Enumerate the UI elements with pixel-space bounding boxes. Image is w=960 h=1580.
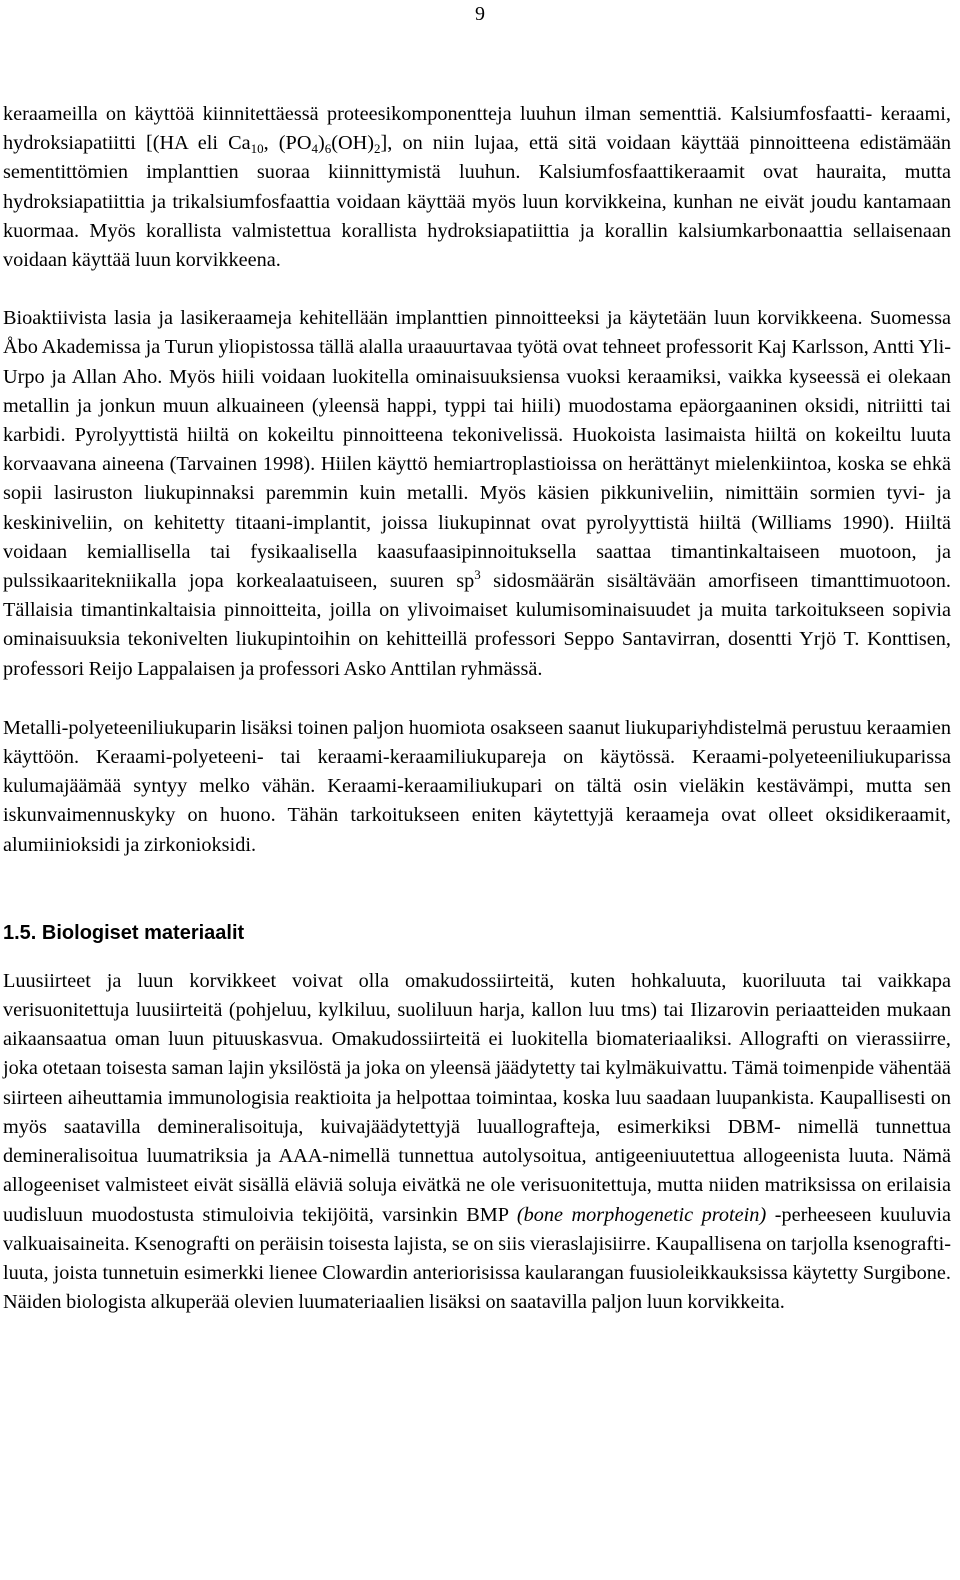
text-run: sidosmäärän sisältävään amorfiseen timanttimuotoon. Tällaisia timantinkaltaisia pinnoitteita, joilla on ylivoimaiset kulumisominaisuudet ja muita tarkoitukseen sopivia ominaisuuksia tekonivelten liukupintoihin on kehitteillä professori Seppo Santavirran, dosentti Yrjö T. Konttisen, professori Reijo Lappalaisen ja professori Asko Anttilan ryhmässä. <box>3 570 951 680</box>
italic-term: (bone morphogenetic protein) <box>516 1203 767 1226</box>
page-body <box>3 100 951 1317</box>
subscript: 4 <box>311 141 318 157</box>
text-run: , (PO <box>263 132 312 155</box>
text-run: Bioaktiivista lasia ja lasikeraameja kehitellään implanttien pinnoitteeksi ja käytetään luun korvikkeena. Suomessa Åbo Akademissa ja Turun yliopistossa tällä alalla uraauurtavaa työtä ovat tehneet professorit Kaj Karlsson, Antti Yli-Urpo ja Allan Aho. Myös hiili voidaan luokitella ominaisuuksiensa vuoksi keraamiksi, vaikka kyseessä ei olekaan metallin ja jonkun muun alkuaineen (yleensä happi, typpi tai hiili) muodostama epäorgaaninen oksidi, nitriitti tai karbidi. Pyrolyyttistä hiiltä on kokeiltu pinnoitteena tekonivelissä. Huokoista lasimaista hiiltä on kokeiltu luuta korvaavana aineena (Tarvainen 1998). Hiilen käyttö hemiartroplastioissa on herättänyt mielenkiintoa, koska se ehkä sopii lasiruston liukupinnaksi paremmin kuin metalli. Myös käsien pikkuniveliin, nimittäin sormien tyvi- ja keskiniveliin, on kehitetty titaani-implantit, joissa liukupinnat ovat pyrolyyttistä hiiltä (Williams 1990). Hiiltä voidaan kemiallisella tai fysikaalisella kaasufaasipinnoituksella saattaa timantinkaltaiseen muotoon, ja pulssikaaritekniikalla jopa korkealaatuiseen, suuren sp <box>3 307 951 593</box>
text-run: keraameilla on käyttöä kiinnitettäessä proteesikomponentteja luuhun ilman sementtiä. Kalsiumfosfaatti- keraami, hydroksiapatiitti [(HA eli Ca <box>3 103 951 155</box>
paragraph-ceramic-bearings: Metalli-polyeteeniliukuparin lisäksi toinen paljon huomiota osakseen saanut liukupariyhdistelmä perustuu keraamien käyttöön. Keraami-polyeteeni- tai keraami-keraamiliukupareja on käytössä. Keraami-polyeteeniliukuparissa kulumajäämää syntyy melko vähän. Keraami-keraamiliukupari on tältä osin vieläkin kestävämpi, mutta sen iskunvaimennuskyky on huono. Tähän tarkoitukseen eniten käytettyjä keraameja ovat olleet oksidikeraamit, alumiinioksidi ja zirkonioksidi. <box>3 716 951 856</box>
superscript: 3 <box>474 567 481 583</box>
section-heading: 1.5. Biologiset materiaalit <box>3 921 245 944</box>
subscript: 6 <box>324 141 332 157</box>
paragraph-bioactive-glass <box>3 304 951 684</box>
paragraph-calcium-phosphate <box>3 100 951 275</box>
page-number: 9 <box>475 3 485 25</box>
text-run: ) <box>317 132 325 155</box>
text-run: Luusiirteet ja luun korvikkeet voivat olla omakudossiirteitä, kuten hohkaluuta, kuoriluuta tai vaikkapa verisuonitettuja luusiirteitä (pohjeluu, kylkiluu, suoliluun harja, kallon luu tms) tai Ilizarovin periaatteiden mukaan aikaansaatua oman luun pituuskasvua. Omakudossiirteitä ei luokitella biomateriaaliksi. Allografti on vierassiirre, joka otetaan toisesta saman lajin yksilöstä ja joka on yleensä jäädytetty tai kylmäkuivattu. Tämä toimenpide vähentää siirteen aiheuttamia immunologisia reaktioita ja helpottaa toimintaa, koska luu saadaan luupankista. Kaupallisesti on myös saatavilla demineralisoituja, kuivajäädytettyjä luuallografteja, esimerkiksi DBM- nimellä tunnettua demineralisoitua luumatriksia ja AAA-nimellä tunnettua autolysoitua, antigeeniuutettua allogeenista luuta. Nämä allogeeniset valmisteet eivät sisällä eläviä soluja eivätkä ne ole verisuonitettuja, mutta niiden matriksissa on erilaisia uudisluun muodostusta stimuloivia tekijöitä, varsinkin BMP <box>3 969 951 1226</box>
text-run: -perheeseen kuuluvia valkuaisaineita. Ksenografti on peräisin toisesta lajista, se on siis vieraslajisiirre. Kaupallisena on tarjolla ksenografti-luuta, joista tunnetuin esimerkki lienee Clowardin anteriorisissa kaularangan fuusioleikkauksissa käytetty Surgibone. Näiden biologista alkuperää olevien luumateriaalien lisäksi on saatavilla paljon luun korvikkeita. <box>3 1203 951 1314</box>
subscript: 2 <box>374 141 381 157</box>
paragraph-bone-grafts <box>3 967 951 1317</box>
subscript: 10 <box>250 141 264 157</box>
text-run: (OH) <box>331 132 375 155</box>
text-run: ], on niin lujaa, että sitä voidaan käyttää pinnoitteena edistämään sementittömien implanttien suoraa kiinnittymistä luuhun. Kalsiumfosfaattikeraamit ovat hauraita, mutta hydroksiapatiittia ja trikalsiumfosfaattia voidaan käyttää myös luun korvikkeina, kunhan ne eivät joudu kantamaan kuormaa. Myös korallista valmistettua korallista hydroksiapatiittia ja korallin kalsiumkarbonaattia sellaisenaan voidaan käyttää luun korvikkeena. <box>3 132 951 272</box>
